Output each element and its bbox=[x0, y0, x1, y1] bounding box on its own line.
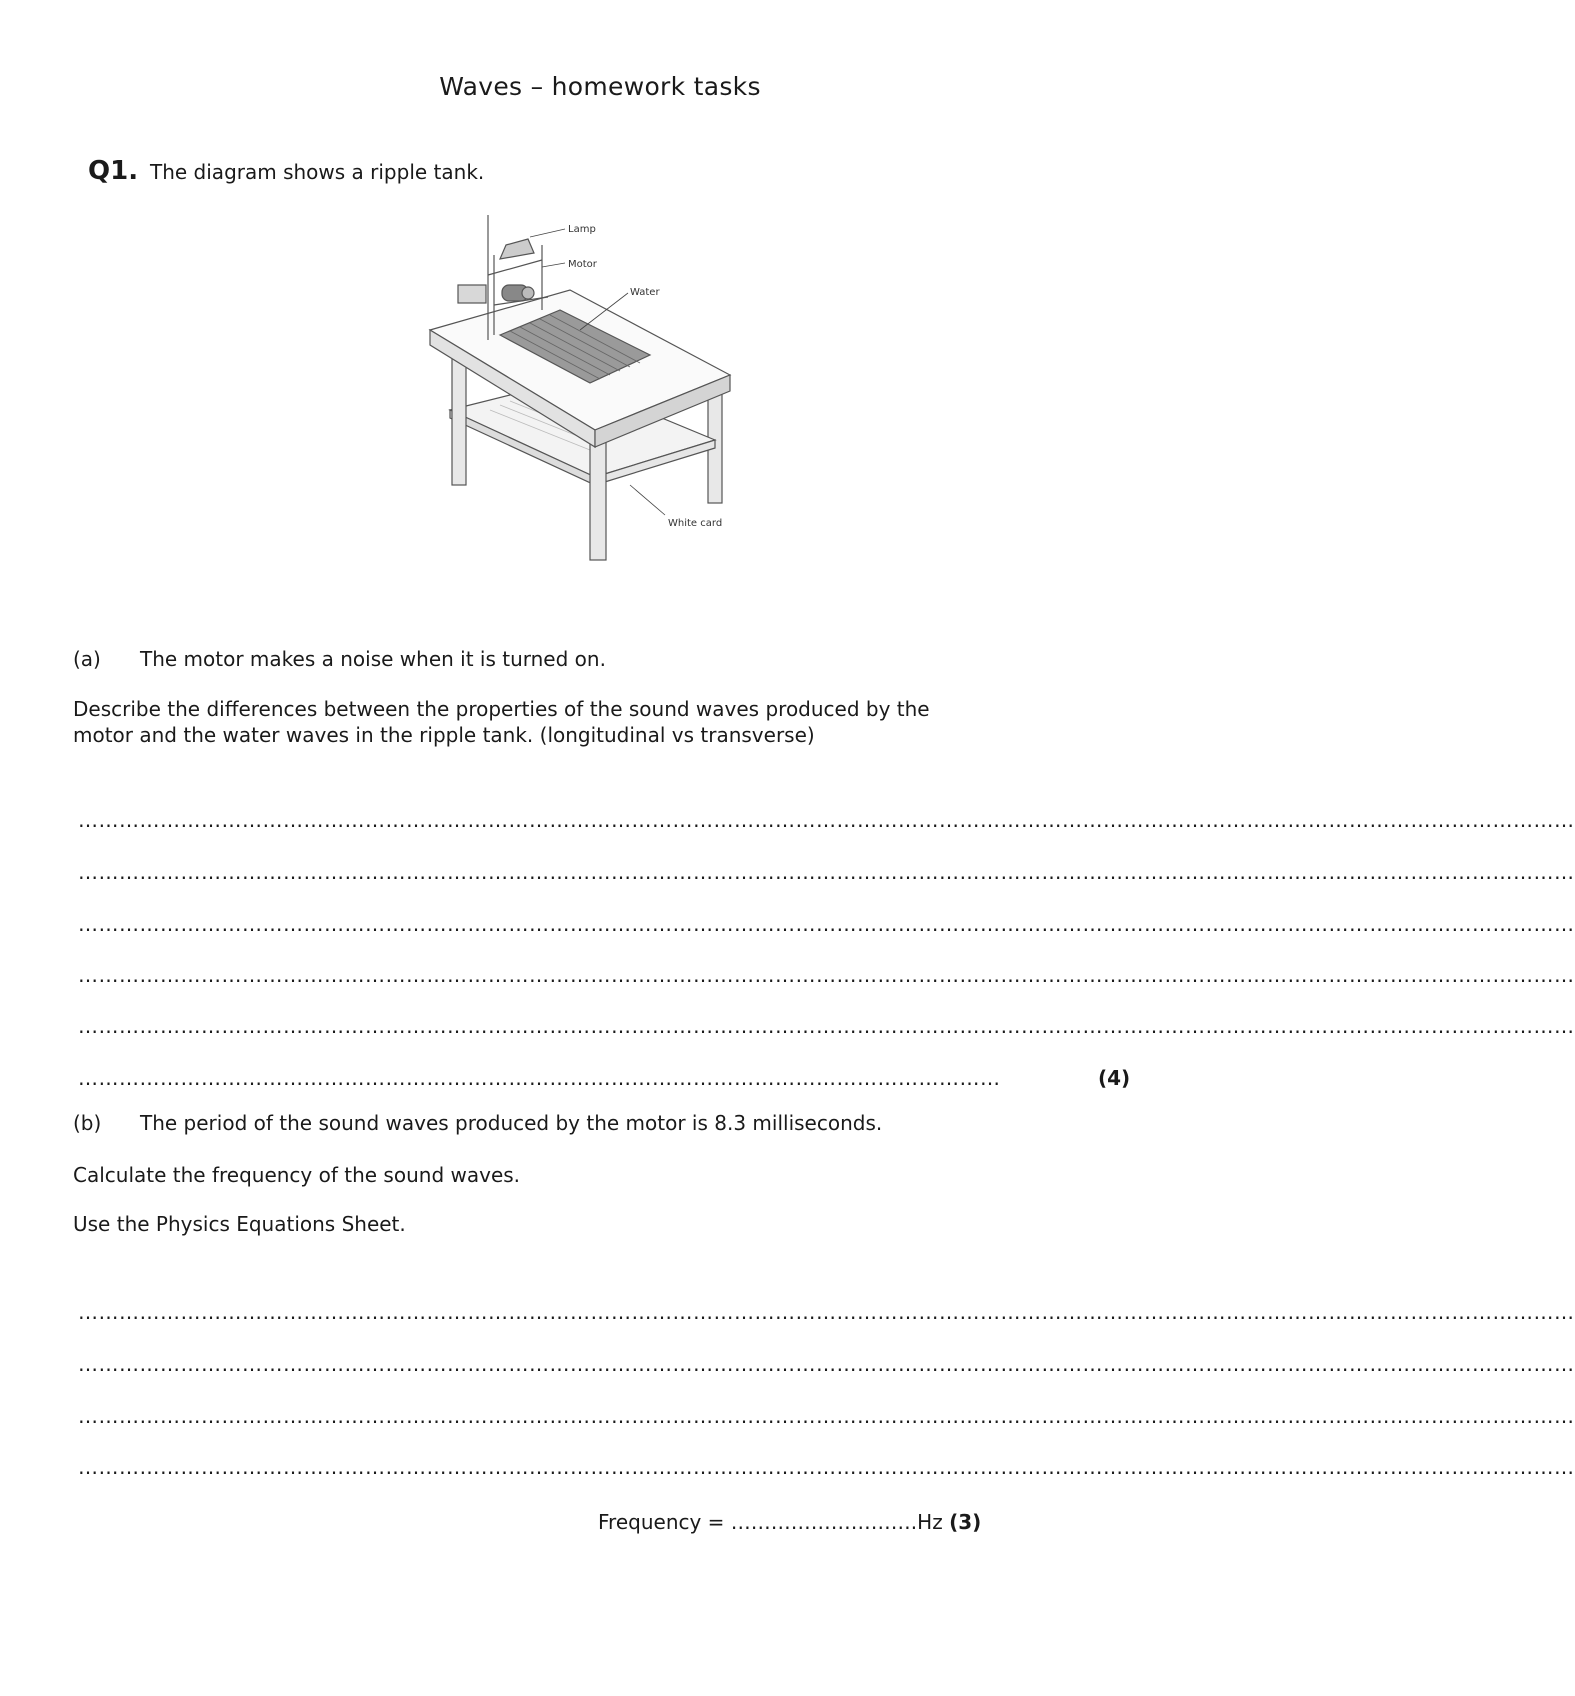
part-b-instruction2: Use the Physics Equations Sheet. bbox=[73, 1212, 406, 1236]
label-lamp: Lamp bbox=[568, 224, 596, 235]
part-a-instruction-line2: motor and the water waves in the ripple tank. (longitudinal vs transverse) bbox=[73, 723, 815, 747]
answer-line-a3[interactable]: ………………………………………………………………………………………………………………………………………………………………………………………………… bbox=[78, 912, 1575, 936]
part-a-label: (a) bbox=[73, 647, 101, 671]
part-a-marks: (4) bbox=[1098, 1066, 1131, 1090]
frequency-label: Frequency = bbox=[598, 1510, 731, 1534]
part-b-label: (b) bbox=[73, 1111, 102, 1135]
frequency-unit: Hz bbox=[917, 1510, 950, 1534]
answer-line-a2[interactable]: ………………………………………………………………………………………………………………………………………………………………………………………………… bbox=[78, 860, 1575, 884]
label-white-card: White card bbox=[668, 518, 723, 529]
part-a-instruction-line1: Describe the differences between the properties of the sound waves produced by the bbox=[73, 697, 930, 721]
question-number: Q1. bbox=[88, 156, 139, 186]
answer-line-b4[interactable]: ………………………………………………………………………………………………………………………………………………………………………………………………… bbox=[78, 1455, 1575, 1479]
answer-line-a6[interactable]: ……………………………………………………………………………………………………………………… bbox=[78, 1066, 1001, 1090]
part-b-instruction1: Calculate the frequency of the sound waves. bbox=[73, 1163, 521, 1187]
page-title: Waves – homework tasks bbox=[439, 72, 761, 101]
answer-line-a5[interactable]: ………………………………………………………………………………………………………………………………………………………………………………………………… bbox=[78, 1014, 1575, 1038]
label-water: Water bbox=[630, 287, 660, 298]
part-b-statement: The period of the sound waves produced by the motor is 8.3 milliseconds. bbox=[140, 1111, 883, 1135]
answer-line-a4[interactable]: ………………………………………………………………………………………………………………………………………………………………………………………………… bbox=[78, 963, 1575, 987]
ripple-tank-diagram bbox=[430, 215, 770, 569]
part-a-statement: The motor makes a noise when it is turned on. bbox=[140, 647, 606, 671]
frequency-answer-row bbox=[598, 1510, 981, 1534]
part-b-marks: (3) bbox=[949, 1510, 982, 1534]
frequency-answer-field[interactable]: ………………………. bbox=[730, 1510, 918, 1534]
answer-line-a1[interactable]: ………………………………………………………………………………………………………………………………………………………………………………………………… bbox=[78, 808, 1575, 832]
question-intro: The diagram shows a ripple tank. bbox=[150, 160, 485, 184]
label-motor: Motor bbox=[568, 259, 597, 270]
answer-line-b2[interactable]: ………………………………………………………………………………………………………………………………………………………………………………………………… bbox=[78, 1352, 1575, 1376]
answer-line-b1[interactable]: ………………………………………………………………………………………………………………………………………………………………………………………………… bbox=[78, 1300, 1575, 1324]
answer-line-b3[interactable]: ………………………………………………………………………………………………………………………………………………………………………………………………… bbox=[78, 1404, 1575, 1428]
